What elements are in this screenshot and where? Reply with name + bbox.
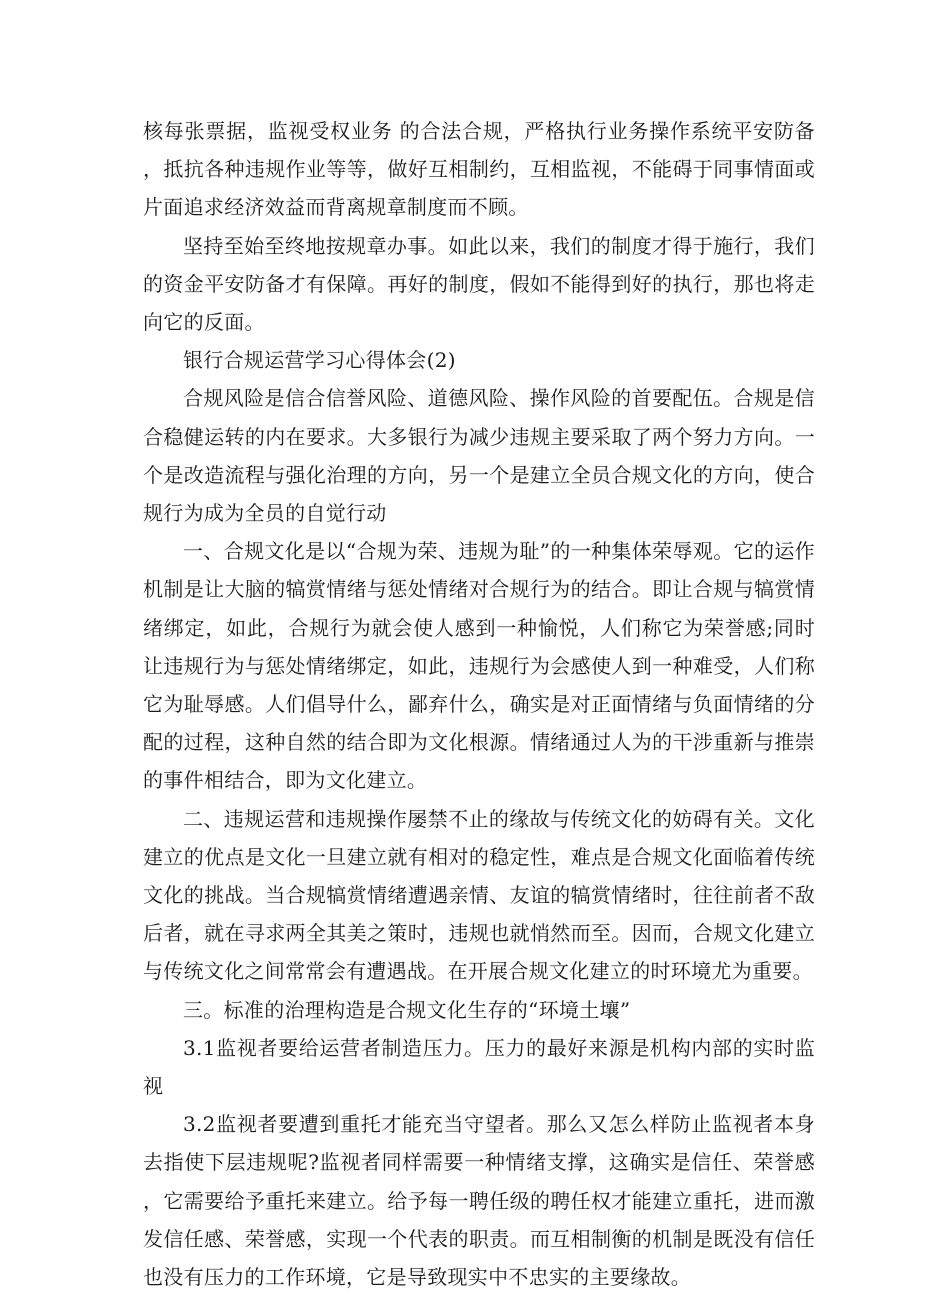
paragraph-6: 三。标准的治理构造是合规文化生存的“环境土壤”: [183, 997, 631, 1022]
paragraph-7: 3.1监视者要给运营者制造压力。压力的最好来源是机构内部的实时监视: [143, 1035, 815, 1099]
paragraph-5: 二、违规运营和违规操作屡禁不止的缘故与传统文化的妨碍有关。文化建立的优点是文化一旦建立就有相对的稳定性，难点是合规文化面临着传统文化的挑战。当合规犒赏情绪遭遇亲情、友谊的犒赏情绪时，往往前者不敌后者，就在寻求两全其美之策时，违规也就悄然而至。因而，合规文化建立与传统文化之间常常会有遭遇战。在开展合规文化建立的时环境尤为重要。: [143, 806, 815, 984]
paragraph-2: 坚持至始至终地按规章办事。如此以来，我们的制度才得于施行，我们的资金平安防备才有保障。再好的制度，假如不能得到好的执行，那也将走向它的反面。: [143, 233, 815, 335]
section-title: 银行合规运营学习心得体会(2): [183, 348, 456, 373]
paragraph-1: 核每张票据，监视受权业务 的合法合规，严格执行业务操作系统平安防备，抵抗各种违规作业等等，做好互相制约，互相监视，不能碍于同事情面或片面追求经济效益而背离规章制度而不顾。: [143, 119, 815, 220]
document-body: [143, 112, 815, 1296]
paragraph-4: 一、合规文化是以“合规为荣、违规为耻”的一种集体荣辱观。它的运作机制是让大脑的犒赏情绪与惩处情绪对合规行为的结合。即让合规与犒赏情绪绑定，如此，合规行为就会使人感到一种愉悦，人们称它为荣誉感;同时让违规行为与惩处情绪绑定，如此，违规行为会感使人到一种难受，人们称它为耻辱感。人们倡导什么，鄙弃什么，确实是对正面情绪与负面情绪的分配的过程，这种自然的结合即为文化根源。情绪通过人为的干涉重新与推崇的事件相结合，即为文化建立。: [143, 539, 815, 793]
paragraph-3: 合规风险是信合信誉风险、道德风险、操作风险的首要配伍。合规是信合稳健运转的内在要求。大多银行为减少违规主要采取了两个努力方向。一个是改造流程与强化治理的方向，另一个是建立全员合规文化的方向，使合规行为成为全员的自觉行动: [143, 386, 815, 526]
paragraph-8: 3.2监视者要遭到重托才能充当守望者。那么又怎么样防止监视者本身去指使下层违规呢?监视者同样需要一种情绪支撑，这确实是信任、荣誉感，它需要给予重托来建立。给予每一聘任级的聘任权才能建立重托，进而激发信任感、荣誉感，实现一个代表的职责。而互相制衡的机制是既没有信任也没有压力的工作环境，它是导致现实中不忠实的主要缘故。: [143, 1112, 815, 1290]
